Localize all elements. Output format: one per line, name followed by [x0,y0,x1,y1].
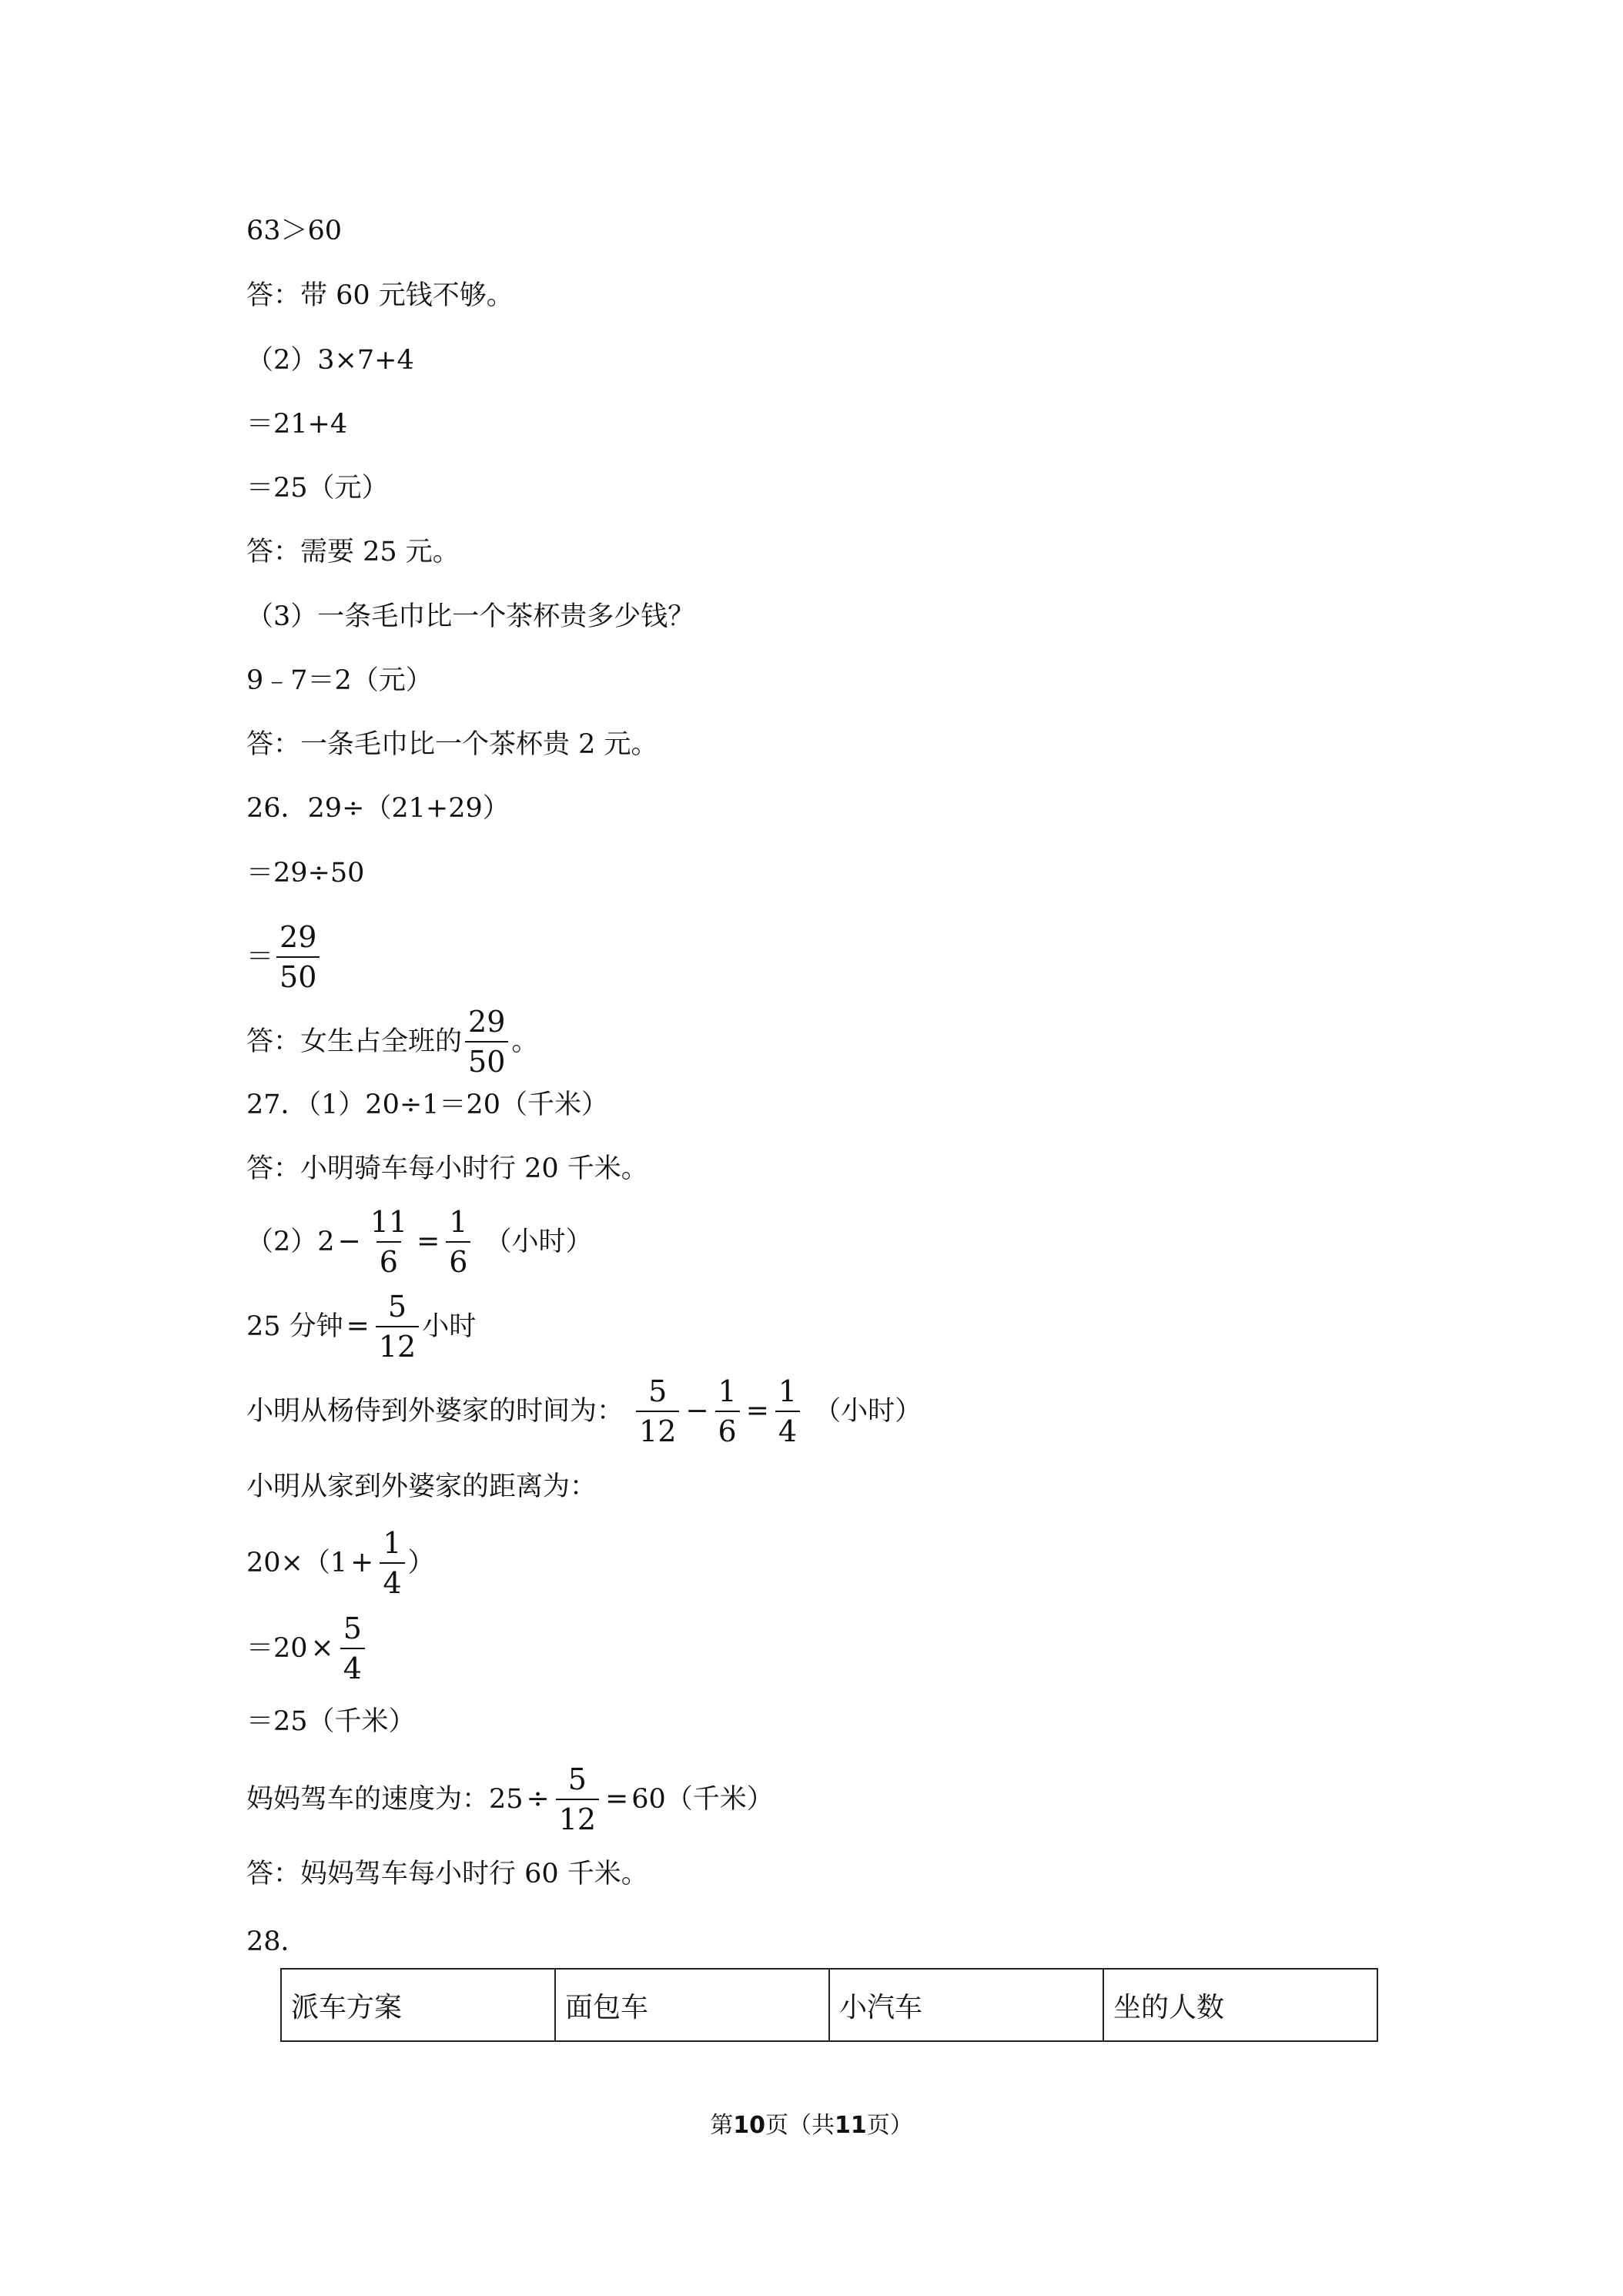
fraction [276,922,320,992]
numerator: 1 [449,1205,468,1239]
fraction [380,1528,404,1598]
fraction [376,1290,419,1364]
fraction [715,1374,740,1448]
text-line: （2）3×7+4 [246,344,414,376]
divide-sign: ÷ [526,1783,550,1815]
fraction-line [246,1284,476,1369]
line-prefix: 20×（1 [246,1547,348,1578]
text-line: 63＞60 [246,215,343,246]
answer-line: 答：小明骑车每小时行 20 千米。 [246,1153,648,1184]
numerator: 5 [567,1762,587,1796]
numerator: 1 [718,1374,737,1408]
dispatch-plan-table [280,1968,1378,2042]
denominator: 6 [715,1411,740,1446]
equals-sign: = [346,1310,370,1342]
fraction [446,1207,470,1277]
line-prefix: （2）2 [246,1226,335,1257]
denominator: 4 [340,1648,365,1683]
numerator: 5 [343,1612,362,1645]
times-sign: × [310,1632,334,1664]
text-line: ＝29÷50 [246,857,365,889]
table-header-cell: 小汽车 [829,1969,1103,2041]
denominator: 50 [276,956,320,992]
line-prefix: 妈妈驾车的速度为：25 [246,1783,524,1815]
line-suffix: 小时 [422,1310,477,1342]
fraction-line [246,1200,592,1284]
question-28-line: 28． [246,1926,308,1957]
line-prefix: 小明从杨侍到外婆家的时间为： [246,1395,624,1427]
page-total: 11 [835,2112,867,2139]
text-line: ＝25（千米） [246,1705,416,1737]
numerator: 1 [383,1526,402,1560]
text-line: 9﹣7＝2（元） [246,664,433,696]
page-footer [0,2106,1623,2140]
table-header-row [281,1969,1377,2041]
denominator: 4 [775,1411,800,1446]
table-header-cell: 派车方案 [281,1969,555,2041]
line-suffix: 。 [511,1026,539,1057]
fraction-line [246,1606,368,1691]
line-suffix: （小时） [814,1395,922,1427]
plus-sign: + [350,1547,374,1578]
text-line: （3）一条毛巾比一个茶杯贵多少钱？ [246,601,695,632]
table-header-cell: 坐的人数 [1103,1969,1377,2041]
line-prefix: ＝20 [246,1632,308,1664]
equals-sign: = [605,1783,629,1815]
answer-line: 答：一条毛巾比一个茶杯贵 2 元。 [246,728,658,760]
line-suffix: （小时） [484,1226,593,1257]
minus-sign: − [685,1395,709,1427]
text-line: ＝25（元） [246,472,389,504]
fraction [465,1005,508,1079]
answer-line: 答：妈妈驾车每小时行 60 千米。 [246,1858,648,1889]
fraction [636,1374,679,1448]
fraction-line [246,1757,774,1842]
denominator: 4 [380,1562,404,1598]
denominator: 6 [446,1241,470,1277]
fraction-line [246,915,323,999]
minus-sign: − [337,1226,361,1257]
line-suffix: 60（千米） [631,1783,774,1815]
text-line: 小明从家到外婆家的距离为： [246,1471,597,1502]
fraction [340,1614,365,1683]
numerator: 29 [279,920,317,954]
line-prefix: 答：女生占全班的 [246,1026,463,1057]
footer-text: 第 [710,2112,734,2139]
page-number: 10 [733,2112,765,2139]
denominator: 12 [556,1799,599,1834]
numerator: 5 [648,1374,668,1408]
line-prefix: ＝ [246,941,274,972]
answer-line: 答：带 60 元钱不够。 [246,279,514,311]
numerator: 5 [387,1290,407,1324]
line-prefix: 25 分钟 [246,1310,343,1342]
equals-sign: = [417,1226,440,1257]
numerator: 29 [468,1005,506,1039]
line-suffix: ） [407,1547,435,1578]
table-header-cell: 面包车 [555,1969,829,2041]
equals-sign: = [745,1395,769,1427]
footer-text: 页） [866,2112,913,2139]
question-26-line: 26．29÷（21+29） [246,792,510,824]
text-line: ＝21+4 [246,408,348,440]
denominator: 12 [636,1411,679,1446]
denominator: 50 [465,1041,508,1076]
answer-line [246,999,538,1084]
fraction-line [246,1369,922,1454]
fraction [775,1374,800,1448]
fraction [556,1762,599,1836]
footer-text: 页（共 [765,2112,835,2139]
answer-line: 答：需要 25 元。 [246,536,460,567]
numerator: 11 [370,1205,408,1239]
numerator: 1 [778,1374,798,1408]
question-27-line: 27．（1）20÷1＝20（千米） [246,1089,608,1120]
fraction [367,1207,410,1277]
denominator: 12 [376,1326,419,1361]
fraction-line [246,1521,435,1605]
denominator: 6 [376,1241,401,1277]
